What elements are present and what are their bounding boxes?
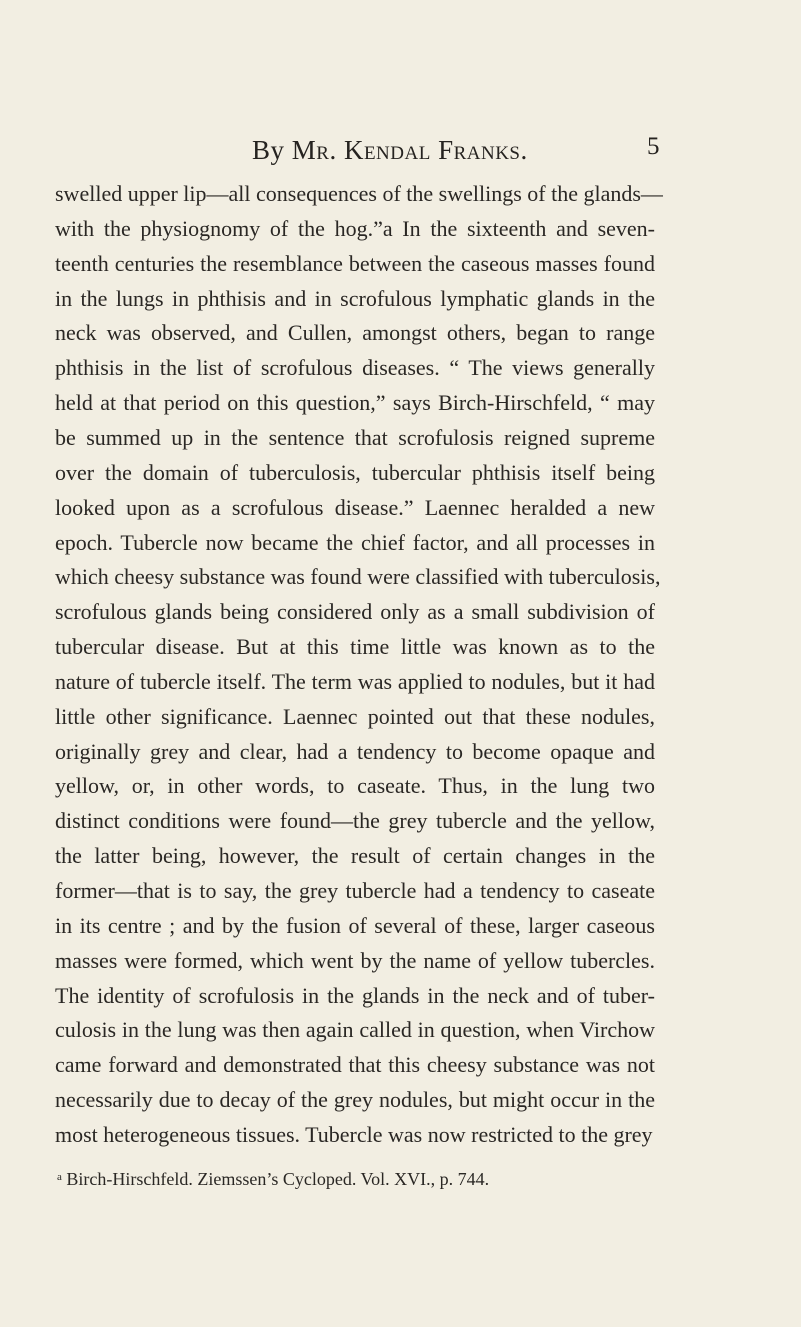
footnote-marker: a [57,1171,62,1183]
text-line: distinct conditions were found—the grey tubercle and the yellow, [55,808,655,834]
text-line: held at that period on this question,” says Birch-Hirschfeld, “ may [55,390,655,416]
footnote [57,1167,657,1191]
text-line: masses were formed, which went by the name of yellow tubercles. [55,947,655,973]
text-line: with the physiognomy of the hog.”a In the sixteenth and seven- [55,215,655,241]
text-line: the latter being, however, the result of certain changes in the [55,843,655,869]
text-line: yellow, or, in other words, to caseate. Thus, in the lung two [55,773,655,799]
text-line: necessarily due to decay of the grey nodules, but might occur in the [55,1087,655,1113]
text-line: in the lungs in phthisis and in scrofulous lymphatic glands in the [55,285,655,311]
text-line: swelled upper lip—all consequences of the swellings of the glands— [55,181,663,206]
text-line: be summed up in the sentence that scrofulosis reigned supreme [55,424,655,450]
text-line: The identity of scrofulosis in the glands in the neck and of tuber- [55,982,655,1008]
header-prefix: By [252,135,292,165]
text-line: looked upon as a scrofulous disease.” Laennec heralded a new [55,494,655,520]
text-line: over the domain of tuberculosis, tubercular phthisis itself being [55,459,655,485]
running-header [252,135,528,166]
text-line: in its centre ; and by the fusion of several of these, larger caseous [55,912,655,938]
text-line: nature of tubercle itself. The term was applied to nodules, but it had [55,668,655,694]
footnote-text: Birch-Hirschfeld. Ziemssen’s Cycloped. Vol. XVI., p. 744. [66,1169,490,1189]
text-line: which cheesy substance was found were classified with tuberculosis, [55,564,661,590]
header-author: Mr. Kendal Franks. [291,135,528,165]
text-line: teenth centuries the resemblance between the caseous masses found [55,250,655,276]
text-line: came forward and demonstrated that this cheesy substance was not [55,1052,655,1078]
text-line: most heterogeneous tissues. Tubercle was now restricted to the grey [55,1121,653,1147]
text-line: phthisis in the list of scrofulous diseases. “ The views generally [55,355,655,381]
text-line: epoch. Tubercle now became the chief factor, and all processes in [55,529,655,555]
page-number: 5 [647,133,660,160]
text-line: tubercular disease. But at this time little was known as to the [55,634,655,660]
text-line: originally grey and clear, had a tendency to become opaque and [55,738,655,764]
text-line: neck was observed, and Cullen, amongst others, began to range [55,320,655,346]
text-line: little other significance. Laennec pointed out that these nodules, [55,703,655,729]
text-line: former—that is to say, the grey tubercle had a tendency to caseate [55,878,655,903]
text-line: culosis in the lung was then again called in question, when Virchow [55,1017,655,1043]
text-line: scrofulous glands being considered only as a small subdivision of [55,599,655,625]
